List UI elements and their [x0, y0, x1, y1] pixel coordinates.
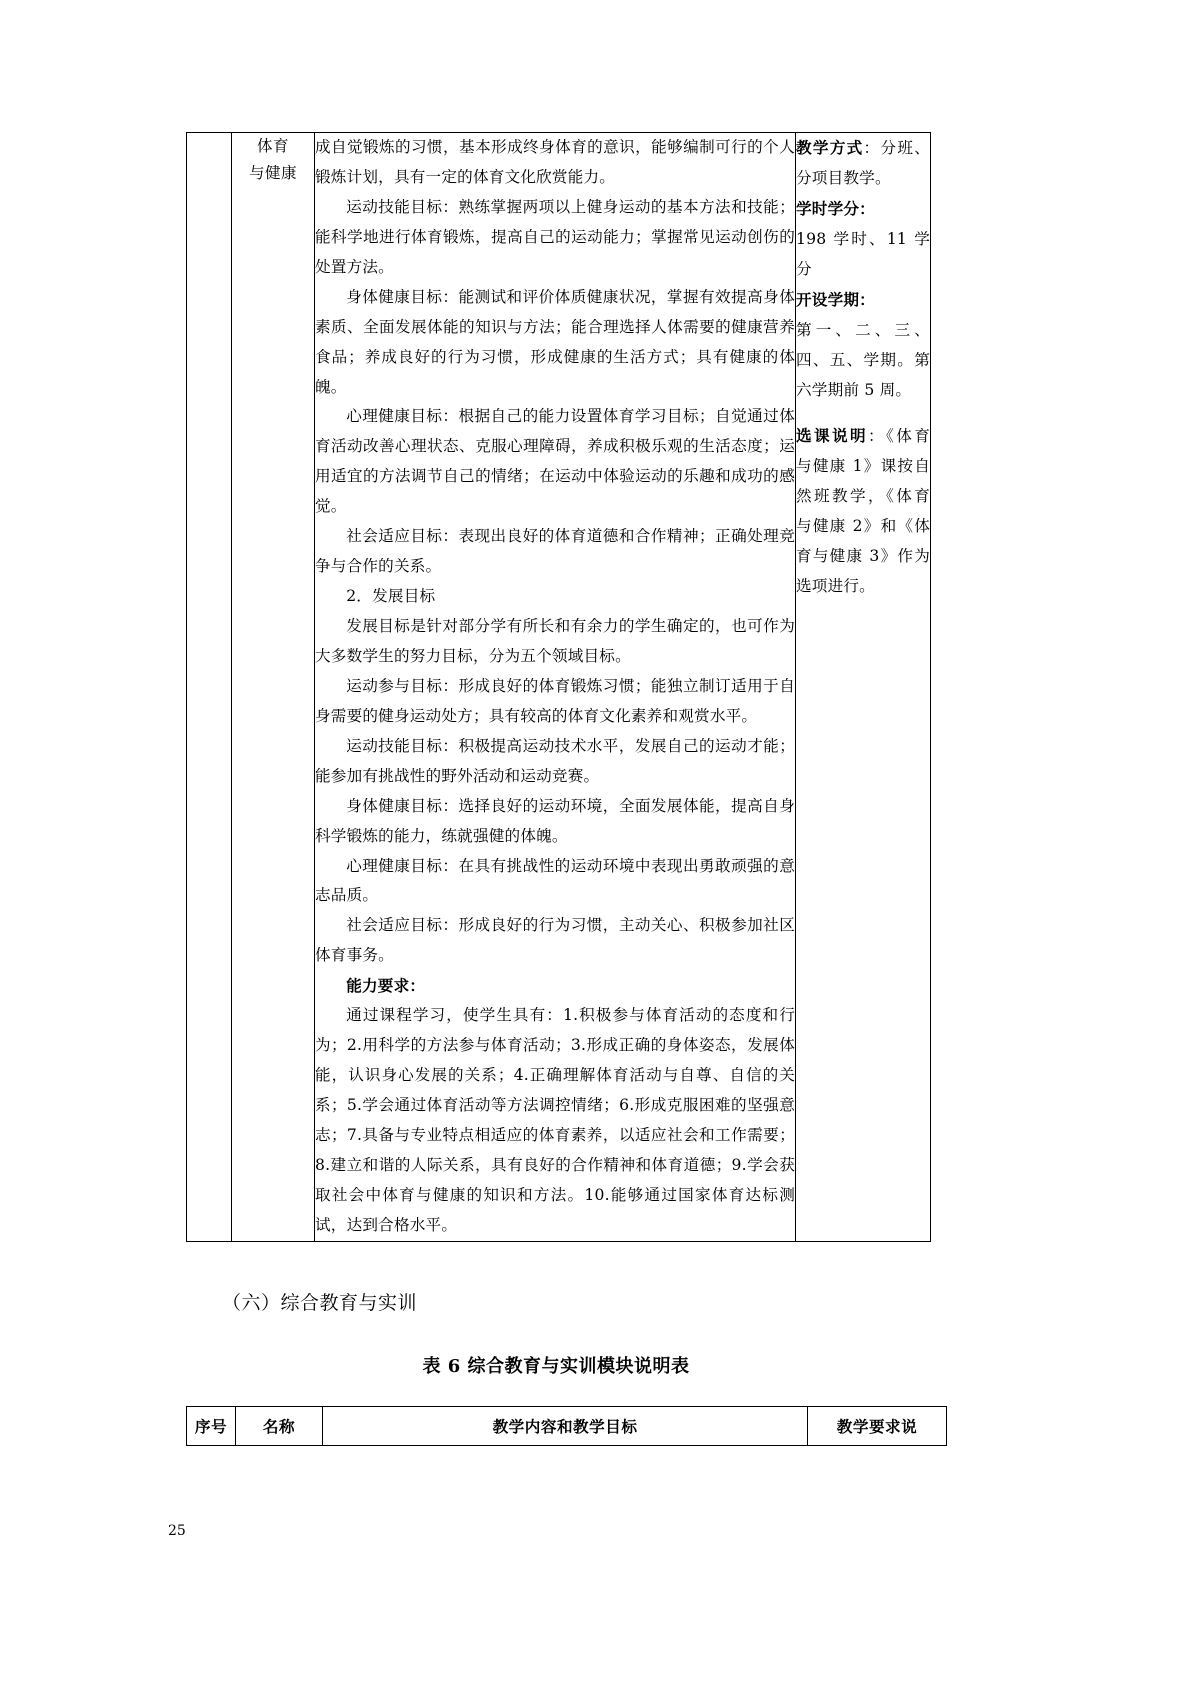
course-name-line1: 体育 — [256, 137, 289, 155]
content-paragraph-5: 2．发展目标 — [346, 587, 436, 606]
content-paragraph-1: 运动技能目标：熟练掌握两项以上健身运动的基本方法和技能；能科学地进行体育锻炼，提高自己的运动能力；掌握常见运动创伤的处置方法。 — [315, 197, 795, 276]
cell-teaching-requirements — [796, 133, 931, 1242]
content-ability-heading: 能力要求： — [346, 976, 426, 996]
requirement-semester-label: 开设学期： — [796, 289, 875, 309]
requirement-credit-hours — [796, 194, 930, 225]
requirement-elective-value: ：《体育与健康 1》课按自然班教学，《体育与健康 2》和《体育与健康 3》作为选项进行。 — [796, 427, 930, 596]
content-paragraph-8: 运动技能目标：积极提高运动技术水平，发展自己的运动才能；能参加有挑战性的野外活动和运动竞赛。 — [315, 736, 795, 785]
table-header-row — [187, 1407, 947, 1446]
content-paragraph-3: 心理健康目标：根据自己的能力设置体育学习目标；自觉通过体育活动改善心理状态、克服心理障碍，养成积极乐观的生活态度；运用适宜的方法调节自己的情绪；在运动中体验运动的乐趣和成功的感觉。 — [315, 407, 795, 516]
header-content: 教学内容和教学目标 — [323, 1407, 808, 1446]
section-heading: （六）综合教育与实训 — [222, 1292, 418, 1314]
requirement-credit-hours-value: 198 学时、11 学分 — [796, 229, 930, 278]
cell-course-name — [232, 133, 315, 1242]
physical-education-table — [186, 132, 931, 1242]
cell-sequence — [187, 133, 232, 1242]
table-row — [187, 133, 931, 1242]
content-paragraph-0: 成自觉锻炼的习惯，基本形成终身体育的意识，能够编制可行的个人锻炼计划，具有一定的体育文化欣赏能力。 — [315, 138, 795, 186]
content-paragraph-11: 社会适应目标：形成良好的行为习惯，主动关心、积极参加社区体育事务。 — [315, 916, 795, 965]
course-name-line2: 与健康 — [248, 164, 297, 183]
content-paragraph-6: 发展目标是针对部分学有所长和有余力的学生确定的，也可作为大多数学生的努力目标，分为五个领域目标。 — [315, 617, 795, 665]
header-name: 名称 — [236, 1407, 323, 1446]
requirement-credit-hours-label: 学时学分： — [796, 198, 875, 218]
content-paragraph-4: 社会适应目标：表现出良好的体育道德和合作精神；正确处理竞争与合作的关系。 — [315, 527, 795, 576]
table-caption: 表 6 综合教育与实训模块说明表 — [422, 1356, 690, 1377]
header-sequence: 序号 — [187, 1407, 236, 1446]
requirement-semester — [796, 285, 930, 316]
requirement-teaching-method — [796, 133, 930, 194]
requirement-elective — [796, 421, 930, 602]
content-paragraph-2: 身体健康目标：能测试和评价体质健康状况，掌握有效提高身体素质、全面发展体能的知识与方法；能合理选择人体需要的健康营养食品；养成良好的行为习惯，形成健康的生活方式；具有健康的体魄。 — [315, 287, 795, 396]
content-paragraph-10: 心理健康目标：在具有挑战性的运动环境中表现出勇敢顽强的意志品质。 — [315, 856, 795, 905]
content-paragraph-9: 身体健康目标：选择良好的运动环境，全面发展体能，提高自身科学锻炼的能力，练就强健的体魄。 — [315, 796, 795, 845]
comprehensive-education-table — [186, 1406, 947, 1446]
content-ability-body: 通过课程学习，使学生具有：1.积极参与体育活动的态度和行为；2.用科学的方法参与体育活动；3.形成正确的身体姿态，发展体能，认识身心发展的关系；4.正确理解体育活动与自尊、自信的关系；5.学会通过体育活动等方法调控情绪；6.形成克服困难的坚强意志；7.具备与专业特点相适应的体育素养，以适应社会和工作需要；8.建立和谐的人际关系，具有良好的合作精神和体育道德；9.学会获取社会中体育与健康的知识和方法。10.能够通过国家体育达标测试，达到合格水平。 — [315, 1006, 795, 1234]
page-number: 25 — [168, 1523, 186, 1539]
requirement-teaching-method-label: 教学方式 — [796, 138, 864, 157]
header-requirement: 教学要求说 — [808, 1407, 947, 1446]
requirement-teaching-method-value: ：分班、分项目教学。 — [796, 139, 930, 187]
content-paragraph-7: 运动参与目标：形成良好的体育锻炼习惯；能独立制订适用于自身需要的健身运动处方；具有较高的体育文化素养和观赏水平。 — [315, 676, 795, 725]
requirement-semester-value: 第一、二、三、四、五、学期。第六学期前 5 周。 — [796, 320, 930, 399]
cell-teaching-content — [315, 133, 796, 1242]
requirement-elective-label: 选课说明 — [796, 426, 868, 446]
